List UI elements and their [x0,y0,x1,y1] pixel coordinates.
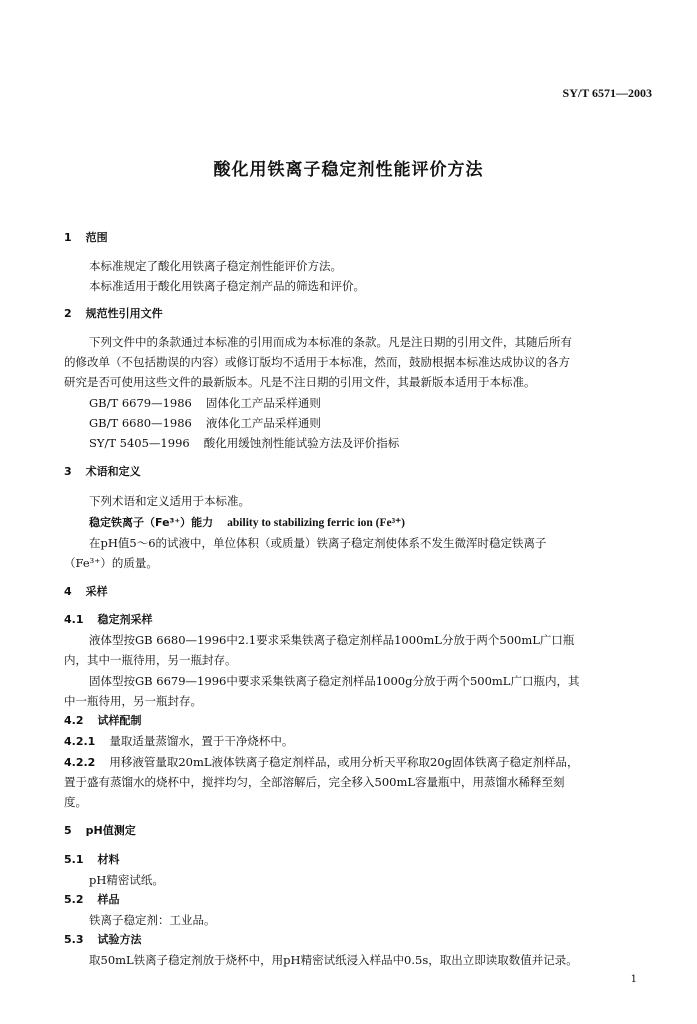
section-title: 范围 [85,231,108,244]
section-4-heading [64,584,108,600]
term-english: ability to stabilizing ferric ion (Fe³⁺) [227,517,405,529]
reference-item [89,435,399,451]
references-intro-line-2: 的修改单（不包括勘误的内容）或修订版均不适用于本标准，然而，鼓励根据本标准达成协议的各方 [64,355,570,369]
subsection-number: 5.1 [64,853,84,866]
subsection-5-2-heading [64,892,120,908]
section-number: 5 [64,824,72,837]
subsection-number: 4.1 [64,613,84,626]
subsection-4-1-heading [64,612,153,628]
scope-paragraph-1: 本标准规定了酸化用铁离子稳定剂性能评价方法。 [89,259,342,273]
references-intro-line-1: 下列文件中的条款通过本标准的引用而成为本标准的条款。凡是注日期的引用文件，其随后所有 [89,335,572,349]
subsection-5-3-heading [64,932,142,948]
scope-paragraph-2: 本标准适用于酸化用铁离子稳定剂产品的筛选和评价。 [89,279,365,293]
clause-4-2-2-line-1 [64,754,579,771]
solid-sampling-line-2: 中一瓶待用，另一瓶封存。 [64,694,202,708]
section-number: 1 [64,231,72,244]
test-method-text: 取50mL铁离子稳定剂放于烧杯中，用pH精密试纸浸入样品中0.5s，取出立即读取数值并记录。 [89,953,578,967]
clause-4-2-1 [64,733,293,750]
definition-line-2: （Fe³⁺）的质量。 [64,556,158,570]
reference-title: 固体化工产品采样通则 [205,396,321,410]
reference-item [89,395,321,411]
reference-title: 酸化用缓蚀剂性能试验方法及评价指标 [203,436,400,450]
subsection-5-1-heading [64,852,120,868]
standard-code: SY/T 6571—2003 [562,86,652,100]
references-intro-line-3: 研究是否可使用这些文件的最新版本。凡是不注日期的引用文件，其最新版本适用于本标准。 [64,375,536,389]
reference-item [89,415,321,431]
term-line [89,514,405,531]
materials-text: pH精密试纸。 [89,873,164,887]
solid-sampling-line-1: 固体型按GB 6679—1996中要求采集铁离子稳定剂样品1000g分放于两个500mL广口瓶内，其 [89,674,580,688]
subsection-4-2-heading [64,713,142,729]
reference-title: 液体化工产品采样通则 [205,416,321,430]
subsection-title: 样品 [97,893,120,906]
section-5-heading [64,823,136,839]
subsection-number: 4.2 [64,714,84,727]
section-number: 3 [64,465,72,478]
clause-text: 用移液管量取20mL液体铁离子稳定剂样品，或用分析天平称取20g固体铁离子稳定剂样品， [109,755,579,769]
subsection-title: 试样配制 [97,714,142,727]
reference-code: SY/T 5405—1996 [89,436,190,450]
document-title: 酸化用铁离子稳定剂性能评价方法 [213,160,484,180]
clause-number: 4.2.2 [64,756,96,769]
section-number: 2 [64,307,72,320]
term-chinese: 稳定铁离子（Fe³⁺）能力 [89,516,214,529]
liquid-sampling-line-1: 液体型按GB 6680—1996中2.1要求采集铁离子稳定剂样品1000mL分放于两个500mL广口瓶 [89,633,575,647]
section-2-heading [64,306,163,322]
page-number: 1 [630,974,637,985]
clause-number: 4.2.1 [64,735,96,748]
clause-4-2-2-line-2: 置于盛有蒸馏水的烧杯中，搅拌均匀，全部溶解后，完全移入500mL容量瓶中，用蒸馏水稀释至刻 [64,775,565,789]
reference-code: GB/T 6680—1986 [89,416,192,430]
section-3-heading [64,464,141,480]
definitions-intro: 下列术语和定义适用于本标准。 [89,494,250,508]
subsection-title: 稳定剂采样 [97,613,153,626]
subsection-number: 5.2 [64,893,84,906]
clause-4-2-2-line-3: 度。 [64,795,87,809]
section-number: 4 [64,585,72,598]
sample-text: 铁离子稳定剂：工业品。 [89,913,216,927]
subsection-number: 5.3 [64,933,84,946]
subsection-title: 试验方法 [97,933,142,946]
section-title: pH值测定 [85,824,136,837]
clause-text: 量取适量蒸馏水，置于干净烧杯中。 [109,734,294,748]
subsection-title: 材料 [97,853,120,866]
definition-line-1: 在pH值5～6的试液中，单位体积（或质量）铁离子稳定剂使体系不发生微浑时稳定铁离子 [89,536,547,550]
section-title: 采样 [85,585,108,598]
section-title: 术语和定义 [85,465,141,478]
liquid-sampling-line-2: 内，其中一瓶待用，另一瓶封存。 [64,653,237,667]
section-1-heading [64,230,108,246]
reference-code: GB/T 6679—1986 [89,396,192,410]
section-title: 规范性引用文件 [85,307,163,320]
